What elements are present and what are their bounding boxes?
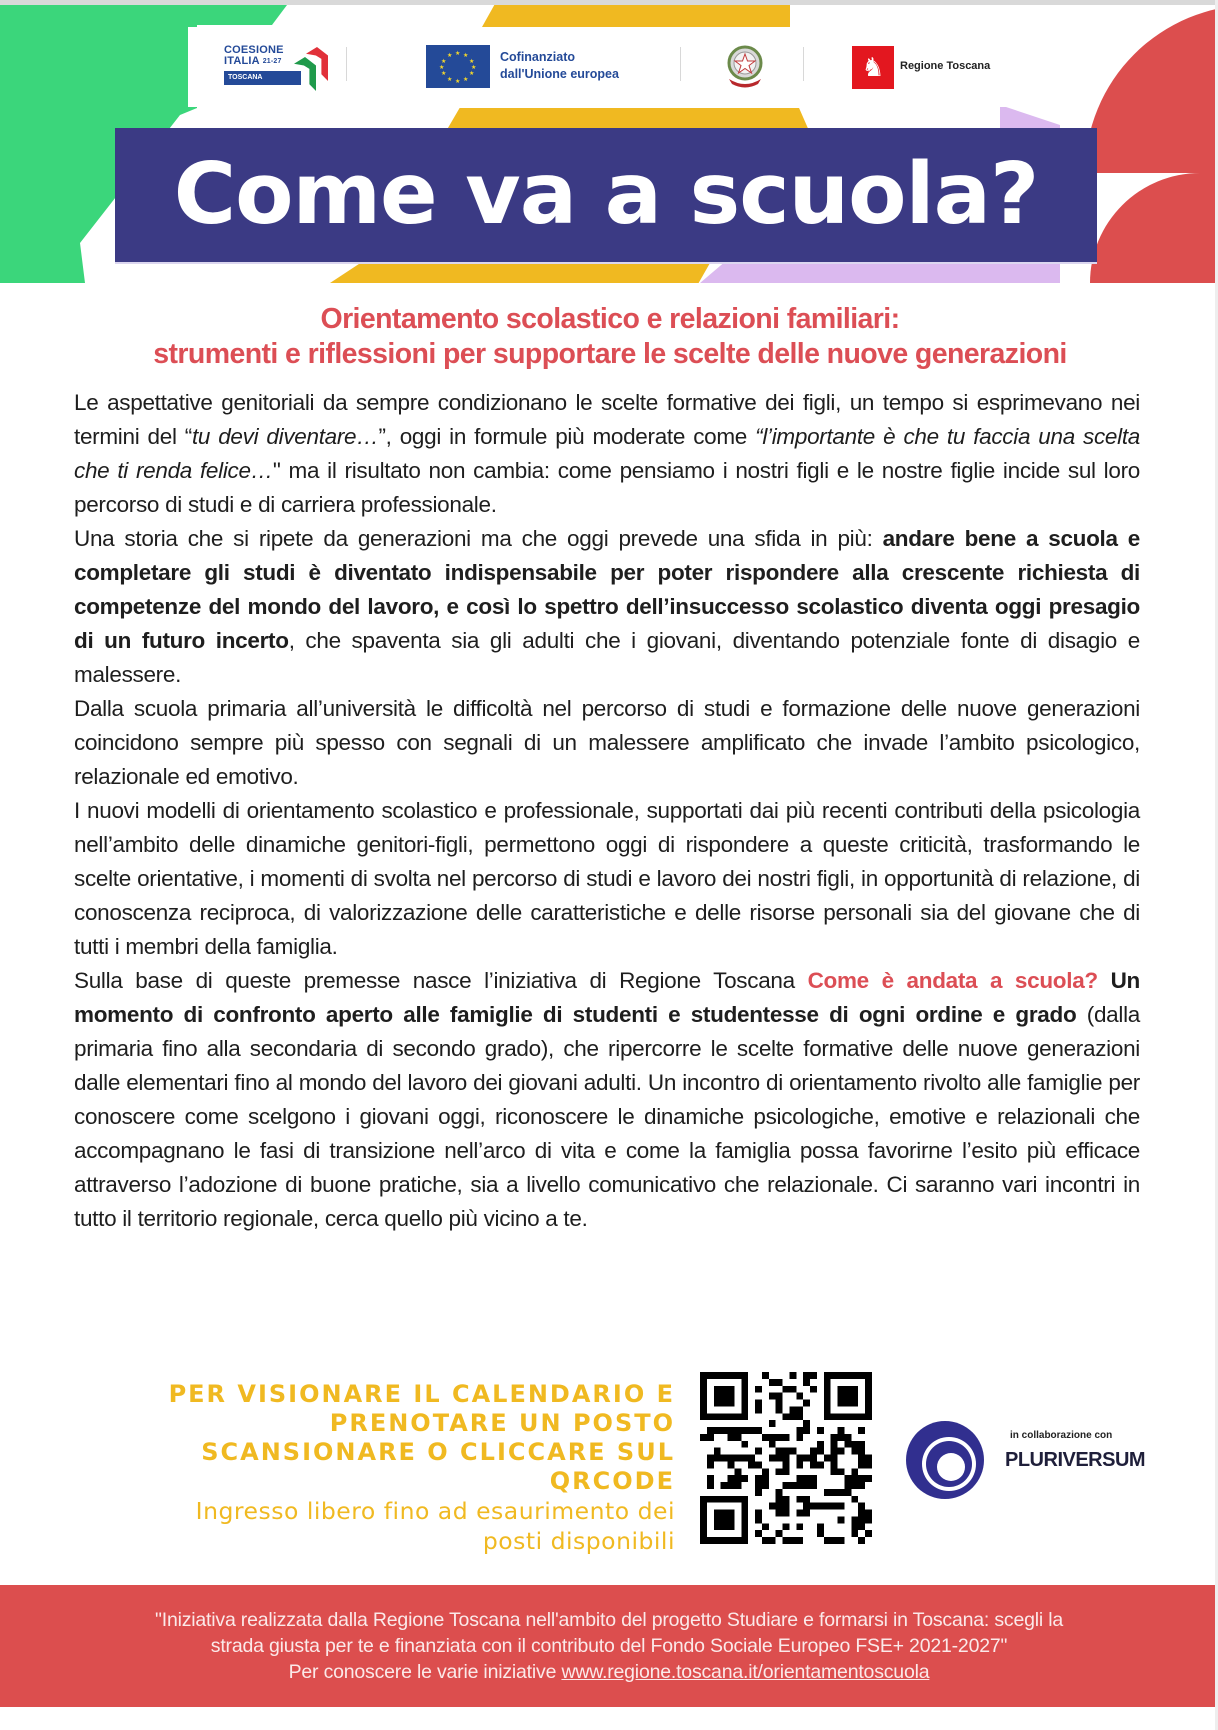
regione-toscana-pegasus-icon: ♞ xyxy=(852,46,894,89)
paragraph-2: Una storia che si ripete da generazioni ma che oggi prevede una sfida in più: andare bene a scuola e completare gli studi è diventato indispensabile per poter rispondere alla crescente richiesta di competenze del mondo del lavoro, e così lo spettro dell’insuccesso scolastico diventa oggi presagio di un futuro incerto, che spaventa sia gli adulti che i giovani, diventando potenziale fonte di disagio e malessere. xyxy=(74,526,1140,687)
qr-code-icon[interactable] xyxy=(700,1372,872,1544)
collaboration-label: in collaborazione con xyxy=(1010,1430,1113,1441)
eu-cofunding-text: Cofinanziato dall'Unione europea xyxy=(500,50,619,81)
paragraph-4: I nuovi modelli di orientamento scolastico e professionale, supportati dai più recenti contributi della psicologia nell’ambito delle dinamiche genitori-figli, permettono oggi di rispondere a queste criticità, trasformando le scelte orientative, i momenti di svolta nel percorso di studi e lavoro dei nostri figli, in opportunità di relazione, di conoscenza reciproca, di valorizzazione delle caratteristiche e delle risorse personali sia del giovane che di tutti i membri della famiglia. xyxy=(74,798,1140,959)
italian-republic-emblem-icon xyxy=(725,43,765,89)
call-to-action xyxy=(80,1380,675,1556)
subtitle-line2: strumenti e riflessioni per supportare le scelte delle nuove generazioni xyxy=(153,338,1067,370)
initiative-name: Come è andata a scuola? xyxy=(807,968,1098,993)
pluriversum-logo-icon xyxy=(905,1420,985,1500)
cta-line4: Ingresso libero fino ad esaurimento dei xyxy=(195,1497,675,1525)
footer-line1: "Iniziativa realizzata dalla Regione Toscana nell'ambito del progetto Studiare e formarsi in Toscana: scegli la xyxy=(155,1609,1063,1631)
yellow-shape-bottom xyxy=(330,263,710,283)
logo-strip xyxy=(188,27,1093,107)
title-banner xyxy=(115,128,1097,264)
coesione-line2: ITALIA xyxy=(224,55,260,67)
cta-line5: posti disponibili xyxy=(482,1527,675,1555)
partner-logo xyxy=(905,1412,1146,1512)
page-title: Come va a scuola? xyxy=(173,145,1039,244)
cta-line3: SCANSIONARE O CLICCARE SUL QRCODE xyxy=(201,1438,675,1495)
logo-divider xyxy=(803,47,804,81)
orientamento-link[interactable]: www.regione.toscana.it/orientamentoscuola xyxy=(561,1661,930,1683)
paragraph-1: Le aspettative genitoriali da sempre condizionano le scelte formative dei figli, un tempo si esprimevano nei termini del “tu devi diventare…”, oggi in formule più moderate come “l’importante è che tu faccia una scelta che ti renda felice…" ma il risultato non cambia: come pensiamo i nostri figli e le nostre figlie incide sul loro percorso di studi e di carriera professionale. xyxy=(74,390,1141,517)
regione-toscana-label: Regione Toscana xyxy=(900,60,991,72)
coesione-region: TOSCANA xyxy=(224,71,301,85)
paragraph-3: Dalla scuola primaria all’università le difficoltà nel percorso di studi e formazione delle nuove generazioni coincidono sempre più spesso con segnali di un malessere amplificato che invade l’ambito psicologico, relazionale ed emotivo. xyxy=(74,696,1140,789)
yellow-shape-top xyxy=(482,5,790,27)
body-text xyxy=(74,386,1140,1236)
eu-flag-icon: ★ ★ ★ ★ ★ ★ ★ ★ ★ ★ ★ ★ xyxy=(426,45,490,88)
coesione-years: 21-27 xyxy=(262,58,282,65)
qr-code[interactable] xyxy=(700,1372,872,1544)
red-quarter-circle-bottom xyxy=(1090,173,1218,283)
partner-name: PLURIVERSUM xyxy=(1005,1449,1146,1471)
footer-line2: strada giusta per te e finanziata con il contributo del Fondo Sociale Europeo FSE+ 2021-2027" xyxy=(210,1635,1008,1657)
logo-divider xyxy=(680,47,681,81)
coesione-line1: COESIONE xyxy=(224,44,284,56)
footer-line3: Per conoscere le varie iniziative www.regione.toscana.it/orientamentoscuola xyxy=(288,1661,930,1683)
logo-divider xyxy=(346,47,347,81)
footer xyxy=(0,1585,1218,1707)
red-quarter-circle-top xyxy=(1085,5,1218,173)
coesione-italia-logo xyxy=(224,45,339,91)
subtitle xyxy=(60,302,1160,372)
paragraph-5: Sulla base di queste premesse nasce l’iniziativa di Regione Toscana Come è andata a scuola? Un momento di confronto aperto alle famiglie di studenti e studentesse di ogni ordine e grado (dalla primaria fino alla secondaria di secondo grado), che ripercorre le scelte formative delle nuove generazioni dalle elementari fino al mondo del lavoro dei giovani adulti. Un incontro di orientamento rivolto alle famiglie per conoscere come scelgono i giovani oggi, riconoscere le dinamiche psicologiche, emotive e relazionali che accompagnano le fasi di transizione nell’arco di vita e come la famiglia possa favorirne l’esito più efficace attraverso l’adozione di buone pratiche, sia a livello comunicativo che relazionale. Ci saranno vari incontri in tutto il territorio regionale, cerca quello più vicino a te. xyxy=(74,968,1140,1231)
cta-line2: PRENOTARE UN POSTO xyxy=(329,1409,675,1437)
cta-line1: PER VISIONARE IL CALENDARIO E xyxy=(168,1380,675,1408)
subtitle-line1: Orientamento scolastico e relazioni familiari: xyxy=(320,303,900,335)
